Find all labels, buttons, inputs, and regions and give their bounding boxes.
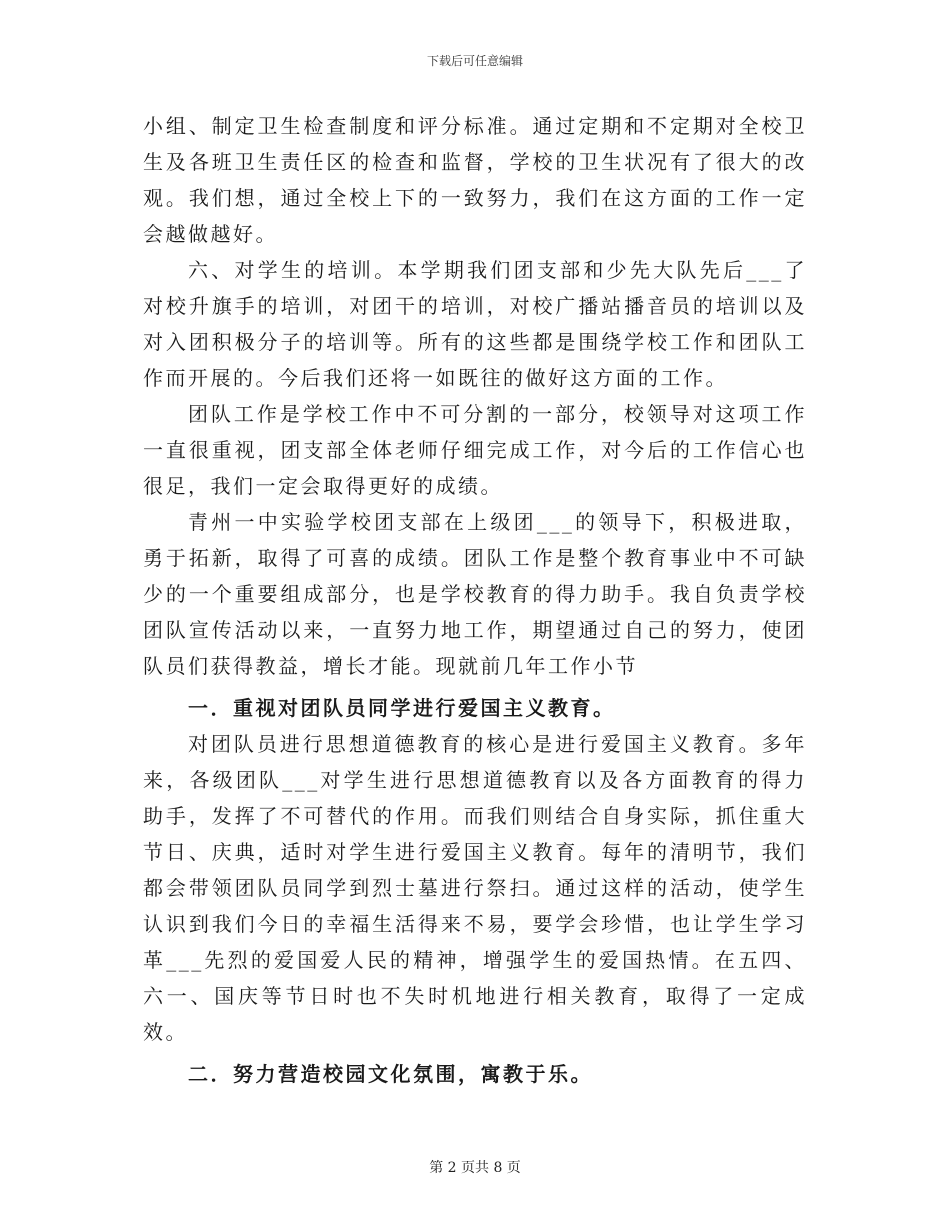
paragraph-introduction: 青州一中实验学校团支部在上级团___的领导下，积极进取，勇于拓新，取得了可喜的成绩。团队工作是整个教育事业中不可缺少的一个重要组成部分，也是学校教育的得力助手。我自负责学校团队宣传活动以来，一直努力地工作，期望通过自己的努力，使团队员们获得教益，增长才能。现就前几年工作小节 bbox=[143, 510, 807, 678]
paragraph-student-training: 六、对学生的培训。本学期我们团支部和少先大队先后___了对校升旗手的培训，对团干的培训，对校广播站播音员的培训以及对入团积极分子的培训等。所有的这些都是围绕学校工作和团队工作而开展的。今后我们还将一如既往的做好这方面的工作。 bbox=[143, 258, 807, 390]
page-header: 下载后可任意编辑 bbox=[426, 54, 523, 68]
paragraph-leadership-support: 团队工作是学校工作中不可分割的一部分，校领导对这项工作一直很重视，团支部全体老师仔细完成工作，对今后的工作信心也很足，我们一定会取得更好的成绩。 bbox=[143, 402, 807, 498]
document-body bbox=[143, 108, 807, 1092]
paragraph-hygiene-continued: 小组、制定卫生检查制度和评分标准。通过定期和不定期对全校卫生及各班卫生责任区的检查和监督，学校的卫生状况有了很大的改观。我们想，通过全校上下的一致努力，我们在这方面的工作一定会越做越好。 bbox=[143, 114, 807, 246]
section-heading-campus-culture: 二．努力营造校园文化氛围，寓教于乐。 bbox=[188, 1062, 593, 1086]
page-number: 第 2 页共 8 页 bbox=[429, 1160, 521, 1176]
paragraph-patriotic-education: 对团队员进行思想道德教育的核心是进行爱国主义教育。多年来，各级团队___对学生进行思想道德教育以及各方面教育的得力助手，发挥了不可替代的作用。而我们则结合自身实际，抓住重大节日、庆典，适时对学生进行爱国主义教育。每年的清明节，我们都会带领团队员同学到烈士墓进行祭扫。通过这样的活动，使学生认识到我们今日的幸福生活得来不易，要学会珍惜，也让学生学习革___先烈的爱国爱人民的精神，增强学生的爱国热情。在五四、六一、国庆等节日时也不失时机地进行相关教育，取得了一定成效。 bbox=[143, 732, 807, 1044]
section-heading-patriotic-education: 一．重视对团队员同学进行爱国主义教育。 bbox=[188, 696, 616, 720]
